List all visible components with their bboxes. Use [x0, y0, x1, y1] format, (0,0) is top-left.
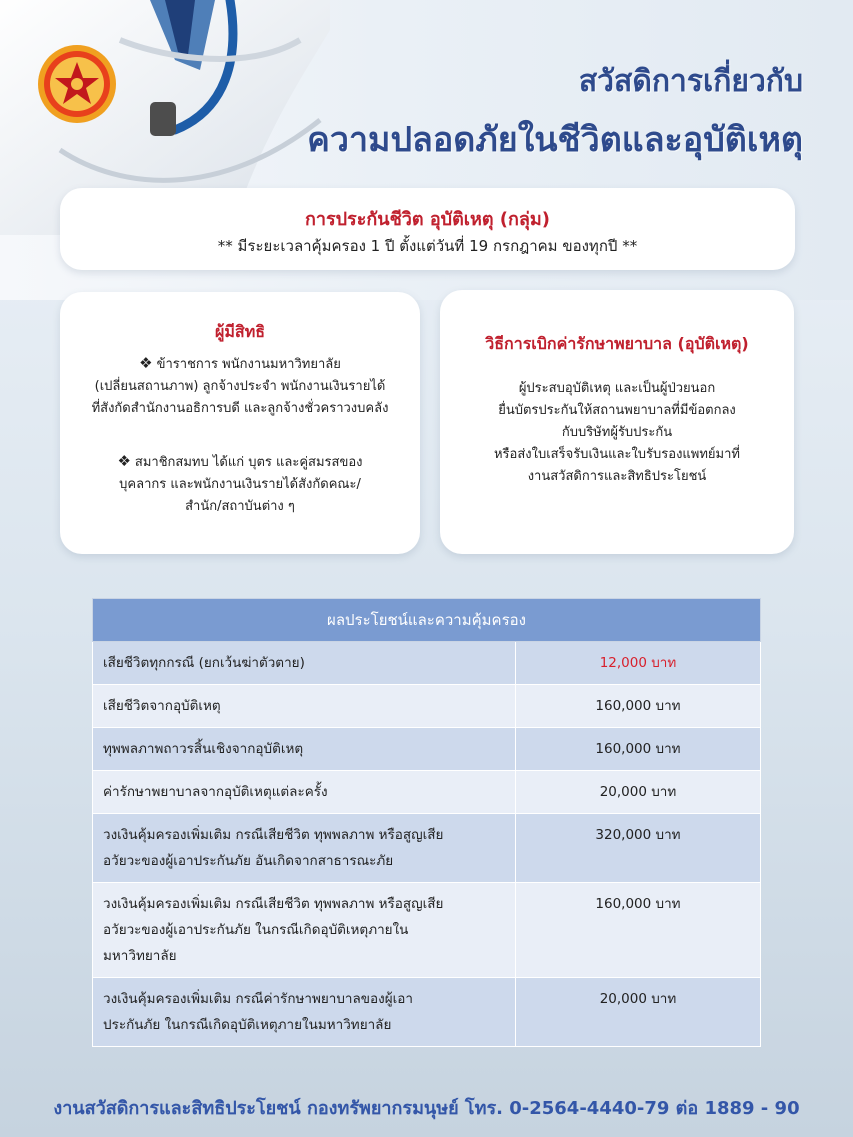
benefit-description-line: วงเงินคุ้มครองเพิ่มเติม กรณีเสียชีวิต ทุพพลภาพ หรือสูญเสีย	[103, 827, 444, 843]
eligible-item-1-line: ข้าราชการ พนักงานมหาวิทยาลัย	[156, 357, 341, 372]
eligible-item-1	[70, 352, 410, 420]
table-row	[93, 771, 761, 814]
benefit-amount: 320,000 บาท	[516, 814, 761, 883]
benefit-description-line: วงเงินคุ้มครองเพิ่มเติม กรณีเสียชีวิต ทุพพลภาพ หรือสูญเสีย	[103, 896, 444, 912]
benefit-description-line: ค่ารักษาพยาบาลจากอุบัติเหตุแต่ละครั้ง	[103, 784, 328, 800]
benefit-amount: 160,000 บาท	[516, 685, 761, 728]
eligible-heading: ผู้มีสิทธิ	[215, 322, 265, 341]
claim-line: หรือส่งใบเสร็จรับเงินและใบรับรองแพทย์มาที่	[493, 447, 740, 462]
claim-line: ผู้ประสบอุบัติเหตุ และเป็นผู้ป่วยนอก	[518, 381, 716, 396]
benefit-description-line: อวัยวะของผู้เอาประกันภัย ในกรณีเกิดอุบัติเหตุภายใน	[103, 922, 409, 938]
benefit-description-line: อวัยวะของผู้เอาประกันภัย อันเกิดจากสาธารณะภัย	[103, 853, 394, 869]
insurance-title: การประกันชีวิต อุบัติเหตุ (กลุ่ม)	[304, 209, 551, 230]
page-title-line2: ความปลอดภัยในชีวิตและอุบัติเหตุ	[307, 120, 803, 160]
table-row	[93, 728, 761, 771]
table-row	[93, 883, 761, 978]
table-row	[93, 814, 761, 883]
claim-heading: วิธีการเบิกค่ารักษาพยาบาล (อุบัติเหตุ)	[485, 334, 749, 353]
benefits-table-body	[93, 642, 761, 1047]
eligible-item-2-line: สมาชิกสมทบ ได้แก่ บุตร และคู่สมรสของ	[134, 455, 363, 470]
benefit-description	[93, 685, 516, 728]
benefit-description	[93, 978, 516, 1047]
benefits-table	[92, 598, 761, 1047]
insurance-card	[60, 188, 795, 270]
coverage-period-note: ** มีระยะเวลาคุ้มครอง 1 ปี ตั้งแต่วันที่ 19 กรกฎาคม ของทุกปี **	[217, 237, 638, 255]
eligible-item-2-line: บุคลากร และพนักงานเงินรายได้สังกัดคณะ/	[119, 477, 361, 492]
table-row	[93, 685, 761, 728]
benefit-description-line: ประกันภัย ในกรณีเกิดอุบัติเหตุภายในมหาวิทยาลัย	[103, 1017, 392, 1033]
claim-text	[450, 378, 784, 488]
benefit-description-line: เสียชีวิตจากอุบัติเหตุ	[103, 698, 221, 714]
claim-line: กับบริษัทผู้รับประกัน	[561, 425, 673, 440]
benefit-amount: 160,000 บาท	[516, 728, 761, 771]
claim-line: ยื่นบัตรประกันให้สถานพยาบาลที่มีข้อตกลง	[498, 403, 736, 418]
benefit-amount: 20,000 บาท	[516, 771, 761, 814]
benefit-amount: 12,000 บาท	[516, 642, 761, 685]
benefit-description-line: มหาวิทยาลัย	[103, 948, 177, 964]
benefit-amount: 160,000 บาท	[516, 883, 761, 978]
diamond-bullet-icon: ❖	[117, 452, 131, 470]
claim-procedure-card	[440, 290, 794, 554]
benefit-description	[93, 642, 516, 685]
table-row	[93, 642, 761, 685]
eligible-item-1-line: ที่สังกัดสำนักงานอธิการบดี และลูกจ้างชั่วคราวงบคลัง	[91, 401, 389, 416]
benefit-description-line: เสียชีวิตทุกกรณี (ยกเว้นฆ่าตัวตาย)	[103, 655, 305, 671]
eligible-persons-card	[60, 292, 420, 554]
diamond-bullet-icon: ❖	[139, 354, 153, 372]
eligible-item-1-line: (เปลี่ยนสถานภาพ) ลูกจ้างประจำ พนักงานเงินรายได้	[94, 379, 386, 394]
benefits-table-header: ผลประโยชน์และความคุ้มครอง	[93, 599, 761, 642]
thammasat-university-seal-icon	[37, 44, 117, 124]
table-row	[93, 978, 761, 1047]
benefit-description-line: วงเงินคุ้มครองเพิ่มเติม กรณีค่ารักษาพยาบาลของผู้เอา	[103, 991, 413, 1007]
eligible-item-2-line: สำนัก/สถาบันต่าง ๆ	[185, 499, 295, 514]
benefit-description	[93, 883, 516, 978]
footer-contact: งานสวัสดิการและสิทธิประโยชน์ กองทรัพยากรมนุษย์ โทร. 0-2564-4440-79 ต่อ 1889 - 90	[53, 1098, 800, 1119]
eligible-item-2	[70, 450, 410, 518]
benefit-description	[93, 728, 516, 771]
benefit-amount: 20,000 บาท	[516, 978, 761, 1047]
page-title-line1: สวัสดิการเกี่ยวกับ	[578, 64, 803, 99]
claim-line: งานสวัสดิการและสิทธิประโยชน์	[527, 469, 707, 484]
benefit-description	[93, 771, 516, 814]
benefit-description-line: ทุพพลภาพถาวรสิ้นเชิงจากอุบัติเหตุ	[103, 741, 304, 757]
benefit-description	[93, 814, 516, 883]
